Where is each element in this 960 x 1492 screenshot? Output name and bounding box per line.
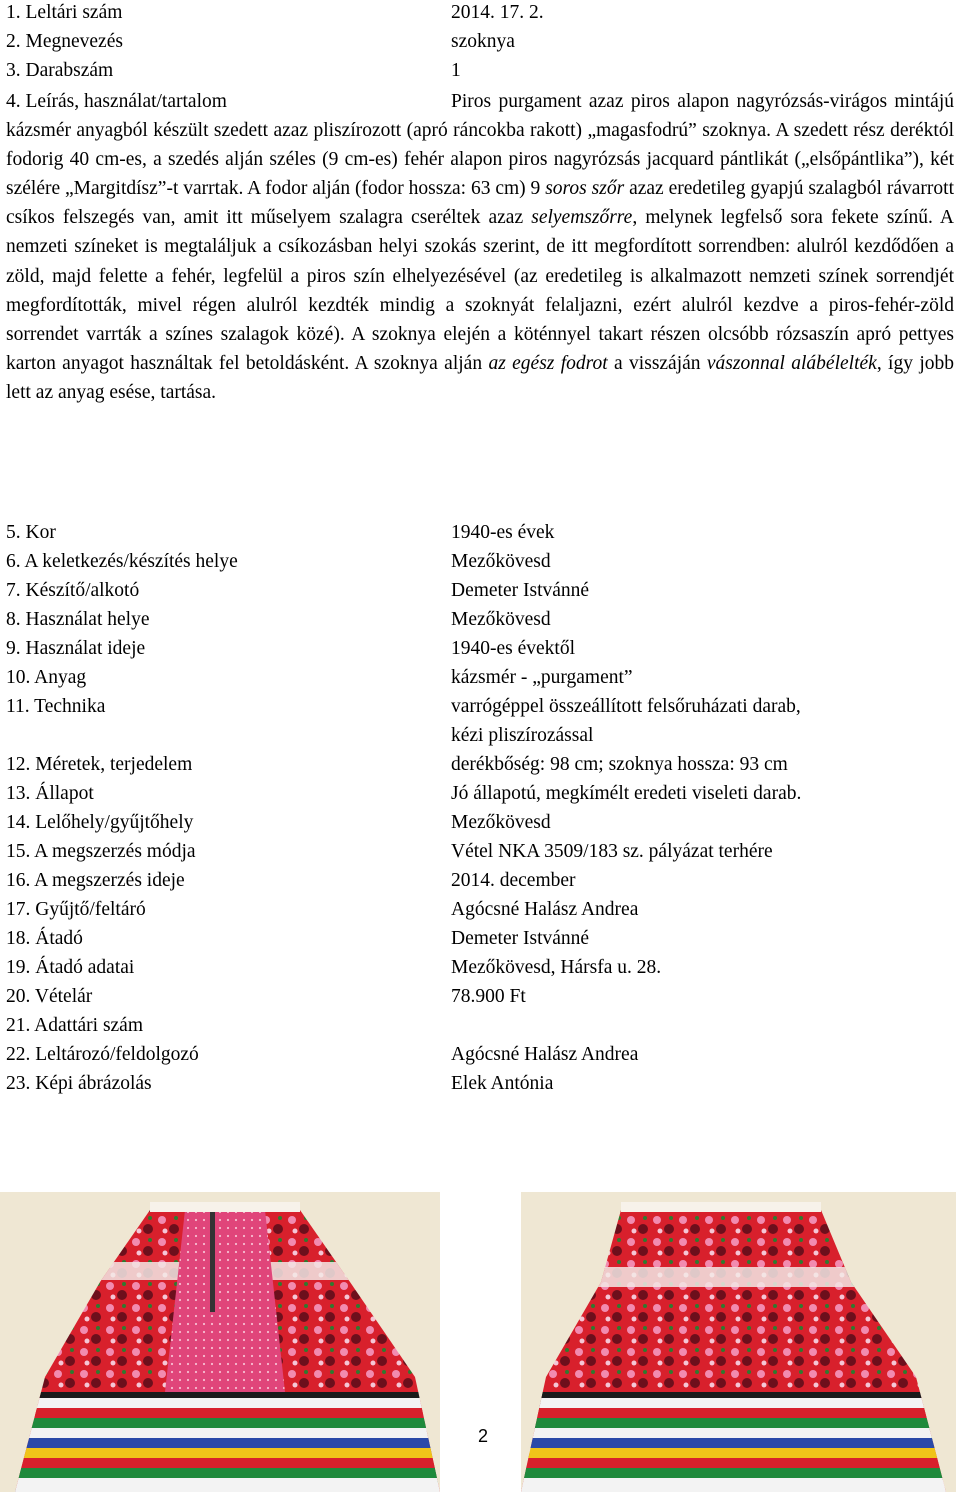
field-value: szoknya: [451, 31, 515, 52]
field-value: Vétel NKA 3509/183 sz. pályázat terhére: [451, 841, 773, 862]
description-label: 4. Leírás, használat/tartalom: [6, 91, 227, 112]
field-label: 21. Adattári szám: [6, 1015, 144, 1036]
field-label: 9. Használat ideje: [6, 638, 146, 659]
field-value: Jó állapotú, megkímélt eredeti viseleti darab.: [451, 783, 802, 804]
field-label: 12. Méretek, terjedelem: [6, 754, 193, 775]
field-value: Mezőkövesd: [451, 609, 551, 630]
field-label: 14. Lelőhely/gyűjtőhely: [6, 812, 194, 833]
field-value: Mezőkövesd, Hársfa u. 28.: [451, 957, 662, 978]
field-value: Demeter Istvánné: [451, 928, 590, 949]
description-text: azaz eredetileg gyapjú szalagból rávarrott csíkos felszegés van, amit itt műselyem szalagra cseréltek azaz: [6, 178, 955, 229]
field-value: 1: [451, 60, 461, 81]
field-value: 1940-es évektől: [451, 638, 576, 659]
field-value: kézi pliszírozással: [451, 725, 594, 746]
field-value: 2014. 17. 2.: [451, 2, 544, 23]
skirt-front-image: [0, 1192, 440, 1492]
field-value: derékbőség: 98 cm; szoknya hossza: 93 cm: [451, 754, 788, 775]
description-emphasis: soros szőr: [545, 178, 625, 200]
skirt-photo-back: [521, 1192, 956, 1492]
field-value: Mezőkövesd: [451, 812, 551, 833]
field-value: 2014. december: [451, 870, 576, 891]
description-text: , így jobb lett az anyag esése, tartása.: [6, 352, 954, 403]
skirt-photo-front: [0, 1192, 440, 1492]
field-value: Demeter Istvánné: [451, 580, 590, 601]
skirt-back-image: [521, 1192, 956, 1492]
description-emphasis: az egész fodrot: [488, 352, 608, 374]
field-label: 17. Gyűjtő/feltáró: [6, 899, 146, 920]
field-label: 11. Technika: [6, 696, 106, 717]
field-label: 18. Átadó: [6, 928, 83, 949]
description-emphasis: selyemszőrre: [531, 207, 633, 229]
field-label: 7. Készítő/alkotó: [6, 580, 140, 601]
field-label: 16. A megszerzés ideje: [6, 870, 185, 891]
page-number: 2: [477, 1426, 488, 1446]
field-label: 23. Képi ábrázolás: [6, 1073, 152, 1094]
field-label: 5. Kor: [6, 522, 56, 543]
field-label: 3. Darabszám: [6, 60, 114, 81]
description-text: Piros purgament azaz piros alapon nagyrózsás-virágos mintájú kázsmér anyagból készült szedett azaz pliszírozott (apró ráncokba rakott) „magasfodrú” szoknya. A szedett rész deréktól fodorig 40 cm-es, a szedés alján széles (9 cm-es) fehér alapon piros nagyrózsás jacquard pántlikát („elsőpántlika”), két szélére „Margitdísz”-t varrtak. A fodor alján (fodor hossza: 63 cm) 9: [6, 91, 954, 200]
field-label: 20. Vételár: [6, 986, 93, 1007]
field-value: Mezőkövesd: [451, 551, 551, 572]
field-label: 8. Használat helye: [6, 609, 150, 630]
field-label: 1. Leltári szám: [6, 2, 123, 23]
field-value: varrógéppel összeállított felsőruházati darab,: [451, 696, 801, 717]
field-label: 6. A keletkezés/készítés helye: [6, 551, 238, 572]
field-value: Agócsné Halász Andrea: [451, 899, 639, 920]
field-label: 10. Anyag: [6, 667, 87, 688]
field-value: kázsmér - „purgament”: [451, 667, 633, 688]
field-label: 13. Állapot: [6, 783, 94, 804]
field-value: 78.900 Ft: [451, 986, 526, 1007]
description-text: , melynek legfelső sora fekete színű. A nemzeti színeket is megtaláljuk a csíkozásban helyi szokás szerint, de itt megfordított sorrendben: alulról kezdődően a zöld, majd felette a fehér, legfelül a piros szín elhelyezésével (az eredetileg is alkalmazott nemzeti színek sorrendjét megfordították, mivel régen alulról kezdték mindig a szoknyát felaljazni, ezért alulról kezdve a piros-fehér-zöld sorrendet varrták a színes szalagok közé). A szoknya elején a köténnyel takart részen olcsóbb rózsaszín apró pettyes karton anyagot használtak fel betoldásként. A szoknya alján: [6, 207, 954, 374]
field-value: Agócsné Halász Andrea: [451, 1044, 639, 1065]
description-paragraph: [6, 87, 954, 407]
field-label: 22. Leltározó/feldolgozó: [6, 1044, 199, 1065]
description-text: a visszáján: [607, 352, 707, 374]
field-label: 19. Átadó adatai: [6, 957, 135, 978]
field-label: 15. A megszerzés módja: [6, 841, 196, 862]
description-emphasis: vászonnal alábélelték: [706, 352, 877, 374]
field-label: 2. Megnevezés: [6, 31, 123, 52]
field-value: Elek Antónia: [451, 1073, 554, 1094]
field-value: 1940-es évek: [451, 522, 555, 543]
